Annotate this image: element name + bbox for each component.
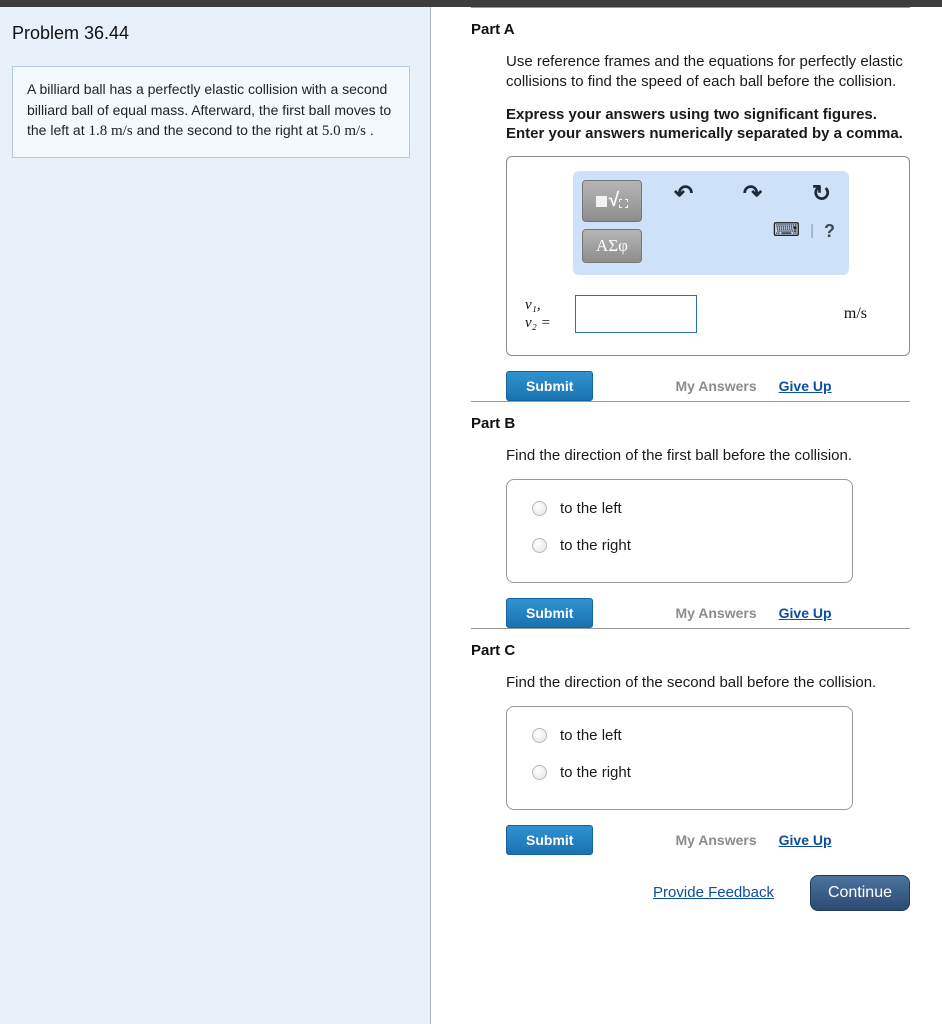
undo-icon[interactable]: ↶ bbox=[674, 180, 694, 207]
part-a-actions bbox=[506, 371, 910, 401]
filled-square-icon bbox=[596, 196, 607, 207]
radio-option[interactable] bbox=[532, 537, 852, 554]
answer-input[interactable] bbox=[575, 295, 697, 333]
problem-title: Problem 36.44 bbox=[12, 23, 130, 43]
problem-panel bbox=[0, 7, 431, 1024]
radio-option[interactable] bbox=[532, 500, 852, 517]
give-up-link[interactable]: Give Up bbox=[778, 604, 832, 621]
problem-speed-2: 5.0 m/s bbox=[321, 123, 366, 140]
continue-button[interactable]: Continue bbox=[810, 875, 910, 911]
problem-text-3: . bbox=[369, 122, 374, 139]
parts-panel bbox=[431, 7, 942, 1024]
answer-input-row bbox=[521, 295, 895, 333]
templates-button[interactable] bbox=[582, 180, 642, 222]
reset-icon[interactable]: ↻ bbox=[811, 180, 831, 207]
footer-actions bbox=[471, 875, 910, 931]
my-answers-label: My Answers bbox=[675, 378, 757, 395]
radio-button[interactable] bbox=[532, 538, 547, 553]
part-b-body bbox=[506, 446, 910, 628]
my-answers-label: My Answers bbox=[675, 831, 757, 848]
greek-letters-icon: ΑΣφ bbox=[596, 236, 628, 256]
variable-label-line2: v₂ = bbox=[525, 315, 551, 332]
part-a-description: Use reference frames and the equations for perfectly elastic collisions to find the speed of each ball before the collision. bbox=[506, 53, 903, 90]
submit-button[interactable]: Submit bbox=[506, 598, 593, 628]
part-c-options-box bbox=[506, 706, 853, 810]
radio-option-label: to the right bbox=[560, 763, 631, 781]
keyboard-icon[interactable]: ⌨ bbox=[772, 220, 801, 242]
history-controls bbox=[660, 180, 837, 205]
placeholder-box-icon bbox=[619, 199, 628, 208]
give-up-link[interactable]: Give Up bbox=[778, 831, 832, 848]
problem-statement-box bbox=[12, 66, 410, 158]
problem-text-2: and the second to the right at bbox=[136, 122, 318, 139]
submit-button[interactable]: Submit bbox=[506, 371, 593, 401]
radio-option-label: to the right bbox=[560, 536, 631, 554]
unit-label: m/s bbox=[843, 305, 867, 323]
part-a-body bbox=[506, 52, 910, 401]
provide-feedback-link[interactable]: Provide Feedback bbox=[653, 884, 774, 902]
top-bar bbox=[0, 0, 942, 7]
toolbar-left-buttons bbox=[582, 180, 642, 263]
toolbar-divider: | bbox=[810, 222, 814, 240]
radio-option-label: to the left bbox=[560, 499, 622, 517]
part-c-question: Find the direction of the second ball before the collision. bbox=[506, 673, 877, 691]
part-b-heading: Part B bbox=[471, 415, 516, 433]
give-up-link[interactable]: Give Up bbox=[778, 378, 832, 395]
my-answers-label: My Answers bbox=[675, 604, 757, 621]
divider bbox=[471, 401, 910, 402]
radio-button[interactable] bbox=[532, 765, 547, 780]
divider bbox=[471, 7, 910, 8]
part-a-instructions: Express your answers using two significant figures. Enter your answers numerically separated by a comma. bbox=[506, 105, 903, 143]
greek-symbols-button[interactable] bbox=[582, 229, 642, 263]
part-b-actions bbox=[506, 598, 910, 628]
radio-option-label: to the left bbox=[560, 726, 622, 744]
equation-toolbar bbox=[573, 171, 849, 275]
help-icon[interactable]: ? bbox=[824, 220, 835, 241]
part-c-actions bbox=[506, 825, 910, 855]
variable-label-line1: v₁, bbox=[525, 297, 541, 314]
part-b-options-box bbox=[506, 479, 853, 583]
part-a-heading: Part A bbox=[471, 21, 515, 38]
toolbar-right-controls bbox=[660, 180, 837, 263]
sqrt-icon: √ bbox=[608, 190, 620, 212]
part-c-body bbox=[506, 673, 910, 855]
part-b-question: Find the direction of the first ball before the collision. bbox=[506, 447, 853, 465]
radio-button[interactable] bbox=[532, 728, 547, 743]
keyboard-help-controls bbox=[660, 221, 837, 240]
problem-speed-1: 1.8 m/s bbox=[88, 123, 133, 140]
radio-option[interactable] bbox=[532, 727, 852, 744]
problem-text-1: A billiard ball has a perfectly elastic collision with a second billiard ball of equal mass. Afterward, the first ball moves to the left at bbox=[27, 81, 392, 139]
part-c-heading: Part C bbox=[471, 641, 516, 659]
divider bbox=[471, 628, 910, 629]
redo-icon[interactable]: ↷ bbox=[742, 180, 763, 207]
variable-label bbox=[525, 296, 575, 332]
page-container bbox=[0, 7, 942, 1024]
radio-option[interactable] bbox=[532, 764, 852, 781]
equation-answer-widget bbox=[506, 156, 910, 356]
submit-button[interactable]: Submit bbox=[506, 825, 593, 855]
radio-button[interactable] bbox=[532, 501, 547, 516]
